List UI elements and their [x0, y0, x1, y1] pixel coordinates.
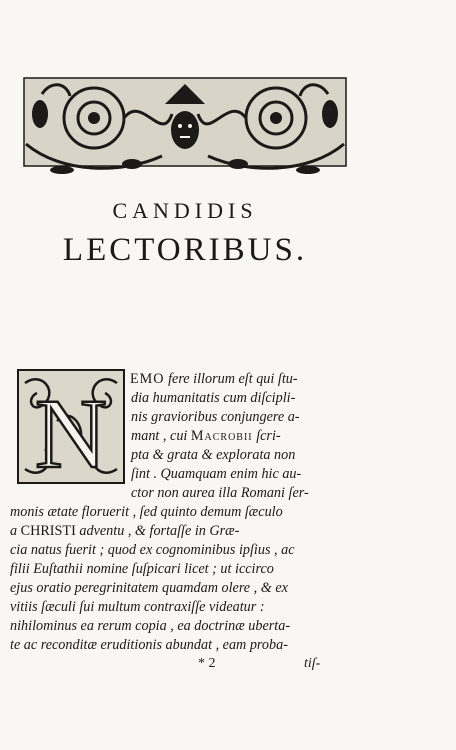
text-line-10: cia natus fuerit ; quod ex cognominibus ipſius , ac [10, 542, 295, 558]
text-line-14: nihilominus ea rerum copia , ea doctrinæ uberta- [10, 618, 291, 634]
text-line-11: filii Euſtathii nomine ſuſpicari licet ; ut iccirco [10, 561, 274, 577]
text-line-2: dia humanitatis cum diſcipli- [131, 390, 296, 406]
signature-mark: * 2 [198, 656, 216, 671]
text-line-1 [130, 370, 298, 388]
text-line-9 [10, 522, 239, 540]
text-line-3: nis gravioribus conjungere a- [131, 409, 300, 425]
catchword: tiſ- [304, 656, 321, 671]
title-line-1: CANDIDIS [112, 198, 258, 223]
text-span: a [10, 523, 21, 539]
initial-letter: N [34, 378, 108, 484]
text-word: EMO [130, 371, 165, 387]
text-line-15: te ac reconditæ eruditionis abundat , eam proba- [10, 637, 288, 653]
text-span: mant , cui [131, 428, 191, 444]
decorated-initial-n [17, 369, 125, 484]
text-line-8: monis ætate floruerit , ſed quinto demum ſæculo [10, 504, 283, 520]
text-span: ſcri- [252, 428, 281, 444]
text-span: adventu , & fortaſſe in Græ- [75, 523, 240, 539]
text-line-13: vitiis ſæculi ſui multum contraxiſſe videatur : [10, 599, 265, 615]
text-line-7: ctor non aurea illa Romani ſer- [131, 485, 309, 501]
text-span: fere illorum eſt qui ſtu- [164, 371, 298, 387]
text-line-6: ſint . Quamquam enim hic au- [131, 466, 302, 482]
title-line-2: LECTORIBUS. [62, 232, 308, 268]
text-word: Macrobii [190, 428, 253, 444]
text-line-4 [131, 427, 281, 445]
text-line-12: ejus oratio peregrinitatem quamdam olere , & ex [10, 580, 288, 596]
ornamental-headpiece [22, 74, 348, 182]
text-word: CHRISTI [20, 523, 76, 539]
text-line-5: pta & grata & explorata non [131, 447, 296, 463]
